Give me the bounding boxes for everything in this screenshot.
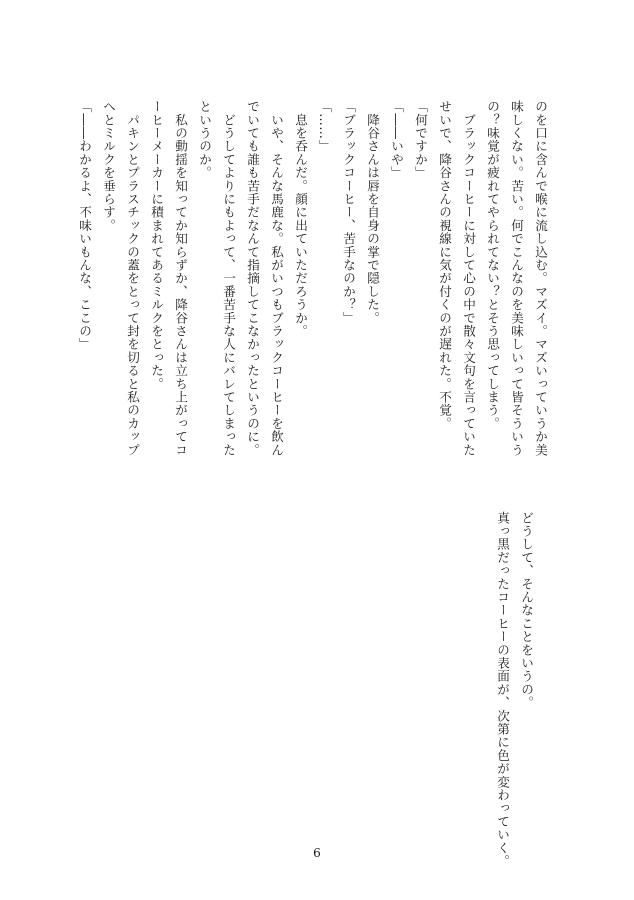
text-line: 「ブラックコーヒー、苦手なのか？」 [341, 100, 356, 325]
text-line: どうしてよりにもよって、一番苦手な人にバレてしまった [221, 100, 236, 457]
text-line: 真っ黒だったコーヒーの表面が、次第に色が変わっていく。 [495, 498, 510, 868]
text-line: の？味覚が疲れてやられてない？とそう思ってしまう。 [485, 100, 500, 430]
text-line: ブラックコーヒーに対して心の中で散々文句を言っていた [461, 100, 476, 457]
text-line: 「――わかるよ、不味いもんな、ここの」 [77, 100, 92, 351]
text-line: 息を呑んだ。顔に出ていただろうか。 [293, 100, 308, 338]
text-line: でいても誰も苦手だなんて指摘してこなかったというのに。 [245, 100, 260, 457]
text-line: せいで、降谷さんの視線に気が付くのが遅れた。不覚。 [437, 100, 452, 430]
text-line: 「何ですか」 [413, 100, 428, 180]
text-line: 「……」 [317, 100, 332, 153]
page-number: 6 [313, 846, 321, 860]
text-line: パキンとプラスチックの蓋をとって封を切ると私のカップ [125, 100, 140, 457]
text-line: のを口に含んで喉に流し込む。マズイ。マズいっていうか美 [533, 100, 548, 457]
upper-text-block [72, 100, 552, 480]
text-line: へとミルクを垂らす。 [101, 100, 116, 232]
lower-text-block [490, 498, 538, 868]
text-line: 私の動揺を知ってか知らずか、降谷さんは立ち上がってコ [173, 100, 188, 457]
text-line: 降谷さんは唇を自身の掌で隠した。 [365, 100, 380, 325]
text-line: 「――いや」 [389, 100, 404, 180]
text-line: 味しくない。苦い。何でこんなのを美味しいって皆そういう [509, 100, 524, 457]
text-line: というのか。 [197, 100, 212, 180]
text-line: いや、そんな馬鹿な。私がいつもブラックコーヒーを飲ん [269, 100, 284, 457]
text-line: ーヒーメーカーに積まれてあるミルクをとった。 [149, 100, 164, 391]
text-line: どうして、そんなことをいうの。 [519, 498, 534, 710]
